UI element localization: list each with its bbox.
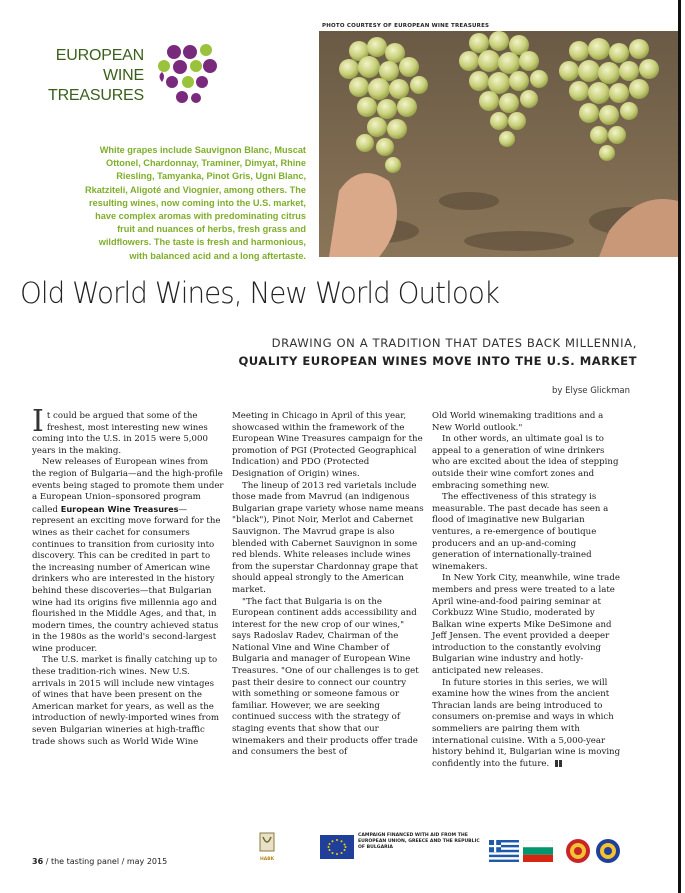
- paragraph: [32, 457, 224, 655]
- greece-flag-icon: [489, 840, 519, 862]
- logo-line-2: WINE: [103, 67, 144, 84]
- page-number: 36: [32, 857, 44, 866]
- paragraph: In New York City, meanwhile, wine trade members and press were treated to a late April wine-and-food pairing seminar at Corkbuzz Wine Studio, moderated by Balkan wine experts Mike DeSimone and Jeff Jensen. The event provided a deeper introduction to the constantly evolving Bulgarian wine industry and hotly-anticipated new releases.: [432, 573, 621, 677]
- funding-notice: CAMPAIGN FINANCED WITH AID FROM THE EUROPEAN UNION, GREECE AND THE REPUBLIC OF BULGARIA: [358, 833, 480, 850]
- deck-line-2: QUALITY EUROPEAN WINES MOVE INTO THE U.S. MARKET: [238, 354, 637, 368]
- badge-label: HABK: [260, 857, 275, 862]
- paragraph: In other words, an ultimate goal is to appeal to a generation of wine drinkers who are excited about the idea of stepping outside their wine comfort zones and embracing something new.: [432, 434, 619, 491]
- logo-line-1: EUROPEAN: [55, 47, 144, 64]
- paragraph: "The fact that Bulgaria is on the European continent adds accessibility and interest for the new crop of our wines," says Radoslav Radev, Chairman of the National Vine and Wine Chamber of Bulgaria and manager of European Wine Treasures. "One of our challenges is to get past their desire to connect our country with something or someone famous or familiar. However, we are seeking continued success with the strategy of staging events that show that our winemakers and their products offer trade and consumers the best of: [232, 596, 419, 758]
- magazine-name: the tasting panel: [50, 857, 120, 866]
- grape-cluster-icon: [154, 42, 224, 112]
- paragraph-text: —represent an exciting move forward for the wines as their cachet for consumers continues to transition from curiosity into discovery. This can be credited in part to the increasing number of American wine drinkers who are interested in the history behind these discoveries—that Bulgarian wine had its origins five millennia ago and flourished in the Middle Ages, and that, in modern times, the country achieved status in the 1980s as the world's second-largest wine producer.: [32, 504, 221, 654]
- page-folio: 36 / the tasting panel / may 2015: [32, 857, 168, 866]
- byline: by Elyse Glickman: [551, 386, 630, 396]
- bulgaria-flag-icon: [523, 840, 553, 862]
- issue-date: may 2015: [126, 857, 168, 866]
- paragraph: The effectiveness of this strategy is measurable. The past decade has seen a flood of imaginative new Bulgarian ventures, a re-emergence of boutique producers and an up-and-coming generation of internationally-trained winemakers.: [432, 492, 609, 572]
- european-wine-treasures-logo: [44, 42, 184, 112]
- paragraph-text: t could be argued that some of the freshest, most interesting new wines coming into the U.S. in 2015 were 5,000 years in the making.: [32, 411, 208, 456]
- paragraph-text: In future stories in this series, we will examine how the wines from the ancient Thracian lands are being introduced to consumers on-premise and ways in which sommeliers are pairing them with international cuisine. With a 5,000-year history behind it, Bulgarian wine is moving confidently into the future.: [432, 677, 621, 769]
- paragraph: Meeting in Chicago in April of this year, showcased within the framework of the European Wine Treasures campaign for the promotion of PGI (Protected Geographical Indication) and PDO (Protected Designation of Origin) wines.: [232, 411, 423, 479]
- brand-name: European Wine Treasures: [60, 503, 179, 514]
- photo-credit: PHOTO COURTESY OF EUROPEAN WINE TREASURES: [322, 23, 490, 29]
- logo-wordmark: [44, 46, 144, 106]
- page-edge: [678, 0, 681, 893]
- grapes-photo-illustration: [319, 31, 678, 257]
- paragraph: [432, 678, 624, 771]
- article-column-3: [432, 411, 624, 770]
- pgi-seal-icon: [595, 838, 621, 864]
- photo-caption: White grapes include Sauvignon Blanc, Muscat Ottonel, Chardonnay, Traminer, Dimyat, Rhine Riesling, Tamyanka, Pinot Gris, Ugni Blanc, Rkatziteli, Aligoté and Viognier, among others. The resulting wines, now coming into the U.S. market, have complex aromas with predominating citrus fruit and nuances of herbs, fresh grass and wildflowers. The taste is fresh and harmonious, with balanced acid and a long aftertaste.: [84, 145, 306, 261]
- paragraph: The lineup of 2013 red varietals include those made from Mavrud (an indigenous Bulgarian grape variety whose name means "black"), Pinot Noir, Merlot and Cabernet Sauvignon. The Mavrud grape is also blended with Cabernet Sauvignon in some red blends. White releases include wines from the superstar Chardonnay grape that should appeal strongly to the American market.: [232, 480, 424, 595]
- paragraph: [32, 404, 224, 457]
- article-headline: Old World Wines, New World Outlook: [20, 276, 500, 310]
- grapes-photo: [319, 31, 678, 257]
- article-column-2: [232, 411, 424, 759]
- pdo-seal-icon: [565, 838, 591, 864]
- logo-line-3: TREASURES: [48, 87, 144, 104]
- drop-cap: I: [32, 404, 44, 439]
- eu-flag-icon: [320, 835, 354, 859]
- paragraph-text: New releases of European wines from the region of Bulgaria—and the high-profile events being staged to promote them under a European Union–sponsored program called: [32, 457, 224, 515]
- end-mark-icon: [555, 760, 558, 767]
- paragraph: The U.S. market is finally catching up to these tradition-rich wines. New U.S. arrivals in 2015 will include new vintages of wines that have been present on the American market for years, as well as the introduction of newly-imported wines from seven Bulgarian wineries at high-traffic trade shows such as World Wide Wine: [32, 655, 220, 747]
- article-column-1: [32, 404, 224, 748]
- deck-line-1: DRAWING ON A TRADITION THAT DATES BACK MILLENNIA,: [271, 336, 637, 350]
- paragraph: Old World winemaking traditions and a New World outlook.": [432, 411, 604, 433]
- wine-chamber-logo: [257, 831, 277, 859]
